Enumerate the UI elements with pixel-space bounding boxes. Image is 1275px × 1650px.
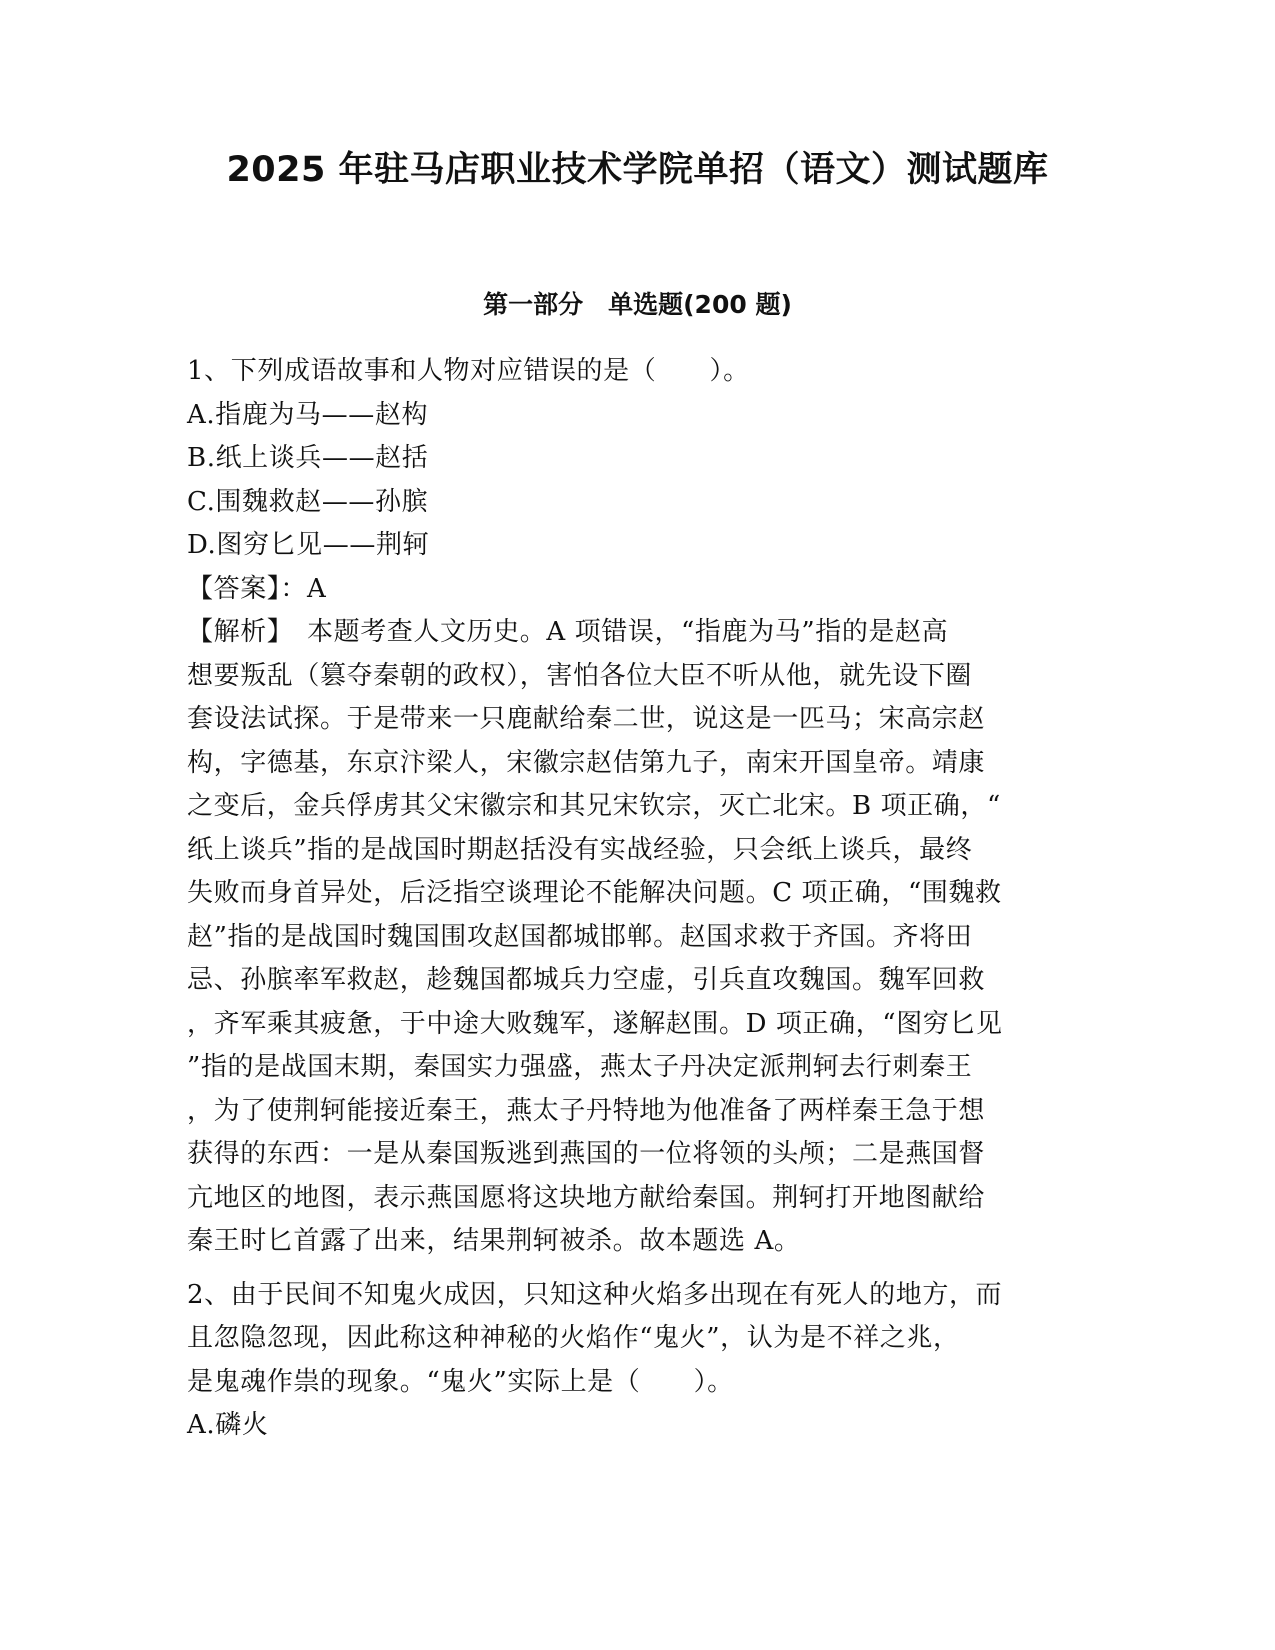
- option-d: D.图穷匕见——荆轲: [187, 530, 430, 560]
- analysis-line: ，为了使荆轲能接近秦王，燕太子丹特地为他准备了两样秦王急于想: [187, 1095, 986, 1126]
- option-c: C.围魏救赵——孙膑: [187, 486, 429, 517]
- question-stem: 且忽隐忽现，因此称这种神秘的火焰作“鬼火”，认为是不祥之兆，: [187, 1323, 960, 1353]
- analysis-line: 获得的东西：一是从秦国叛逃到燕国的一位将领的头颅；二是燕国督: [187, 1139, 986, 1169]
- document-title: 2025 年驻马店职业技术学院单招（语文）测试题库: [226, 150, 1049, 190]
- question-stem: 是鬼魂作祟的现象。“鬼火”实际上是（ ）。: [187, 1366, 734, 1397]
- analysis-line: 失败而身首异处，后泛指空谈理论不能解决问题。C 项正确，“围魏救: [187, 878, 1002, 908]
- analysis-line: 秦王时匕首露了出来，结果荆轲被杀。故本题选 A。: [187, 1226, 801, 1256]
- analysis-line: 之变后，金兵俘虏其父宋徽宗和其兄宋钦宗，灭亡北宋。B 项正确，“: [187, 791, 1001, 821]
- option-a: A.指鹿为马——赵构: [187, 399, 429, 430]
- option-b: B.纸上谈兵——赵括: [187, 443, 429, 473]
- question-2: [187, 1274, 1087, 1448]
- analysis-line: ，齐军乘其疲惫，于中途大败魏军，遂解赵围。D 项正确，“图穷匕见: [187, 1008, 1003, 1039]
- question-1: [187, 350, 1087, 1264]
- question-spacer: [187, 1264, 1087, 1274]
- section-title: 第一部分 单选题(200 题): [483, 290, 792, 319]
- analysis-line: 想要叛乱（篡夺秦朝的政权），害怕各位大臣不听从他，就先设下圈: [187, 660, 973, 691]
- analysis-line: ”指的是战国末期，秦国实力强盛，燕太子丹决定派荆轲去行刺秦王: [187, 1052, 973, 1082]
- analysis-line: 构，字德基，东京汴梁人，宋徽宗赵佶第九子，南宋开国皇帝。靖康: [187, 747, 986, 778]
- question-stem: 2、由于民间不知鬼火成因，只知这种火焰多出现在有死人的地方，而: [187, 1279, 1003, 1310]
- answer: 【答案】：A: [187, 573, 327, 604]
- analysis-line: 【解析】 本题考查人文历史。A 项错误，“指鹿为马”指的是赵高: [187, 617, 949, 647]
- analysis-line: 忌、孙膑率军救赵，趁魏国都城兵力空虚，引兵直攻魏国。魏军回救: [187, 965, 986, 995]
- analysis-line: 赵”指的是战国时魏国围攻赵国都城邯郸。赵国求救于齐国。齐将田: [187, 921, 973, 952]
- question-stem: 1、下列成语故事和人物对应错误的是（ ）。: [187, 356, 750, 386]
- analysis-line: 纸上谈兵”指的是战国时期赵括没有实战经验，只会纸上谈兵，最终: [187, 834, 973, 865]
- question-list: [187, 350, 1087, 1448]
- analysis-line: 亢地区的地图，表示燕国愿将这块地方献给秦国。荆轲打开地图献给: [187, 1182, 986, 1213]
- analysis-line: 套设法试探。于是带来一只鹿献给秦二世，说这是一匹马；宋高宗赵: [187, 704, 986, 734]
- option-a: A.磷火: [187, 1410, 269, 1440]
